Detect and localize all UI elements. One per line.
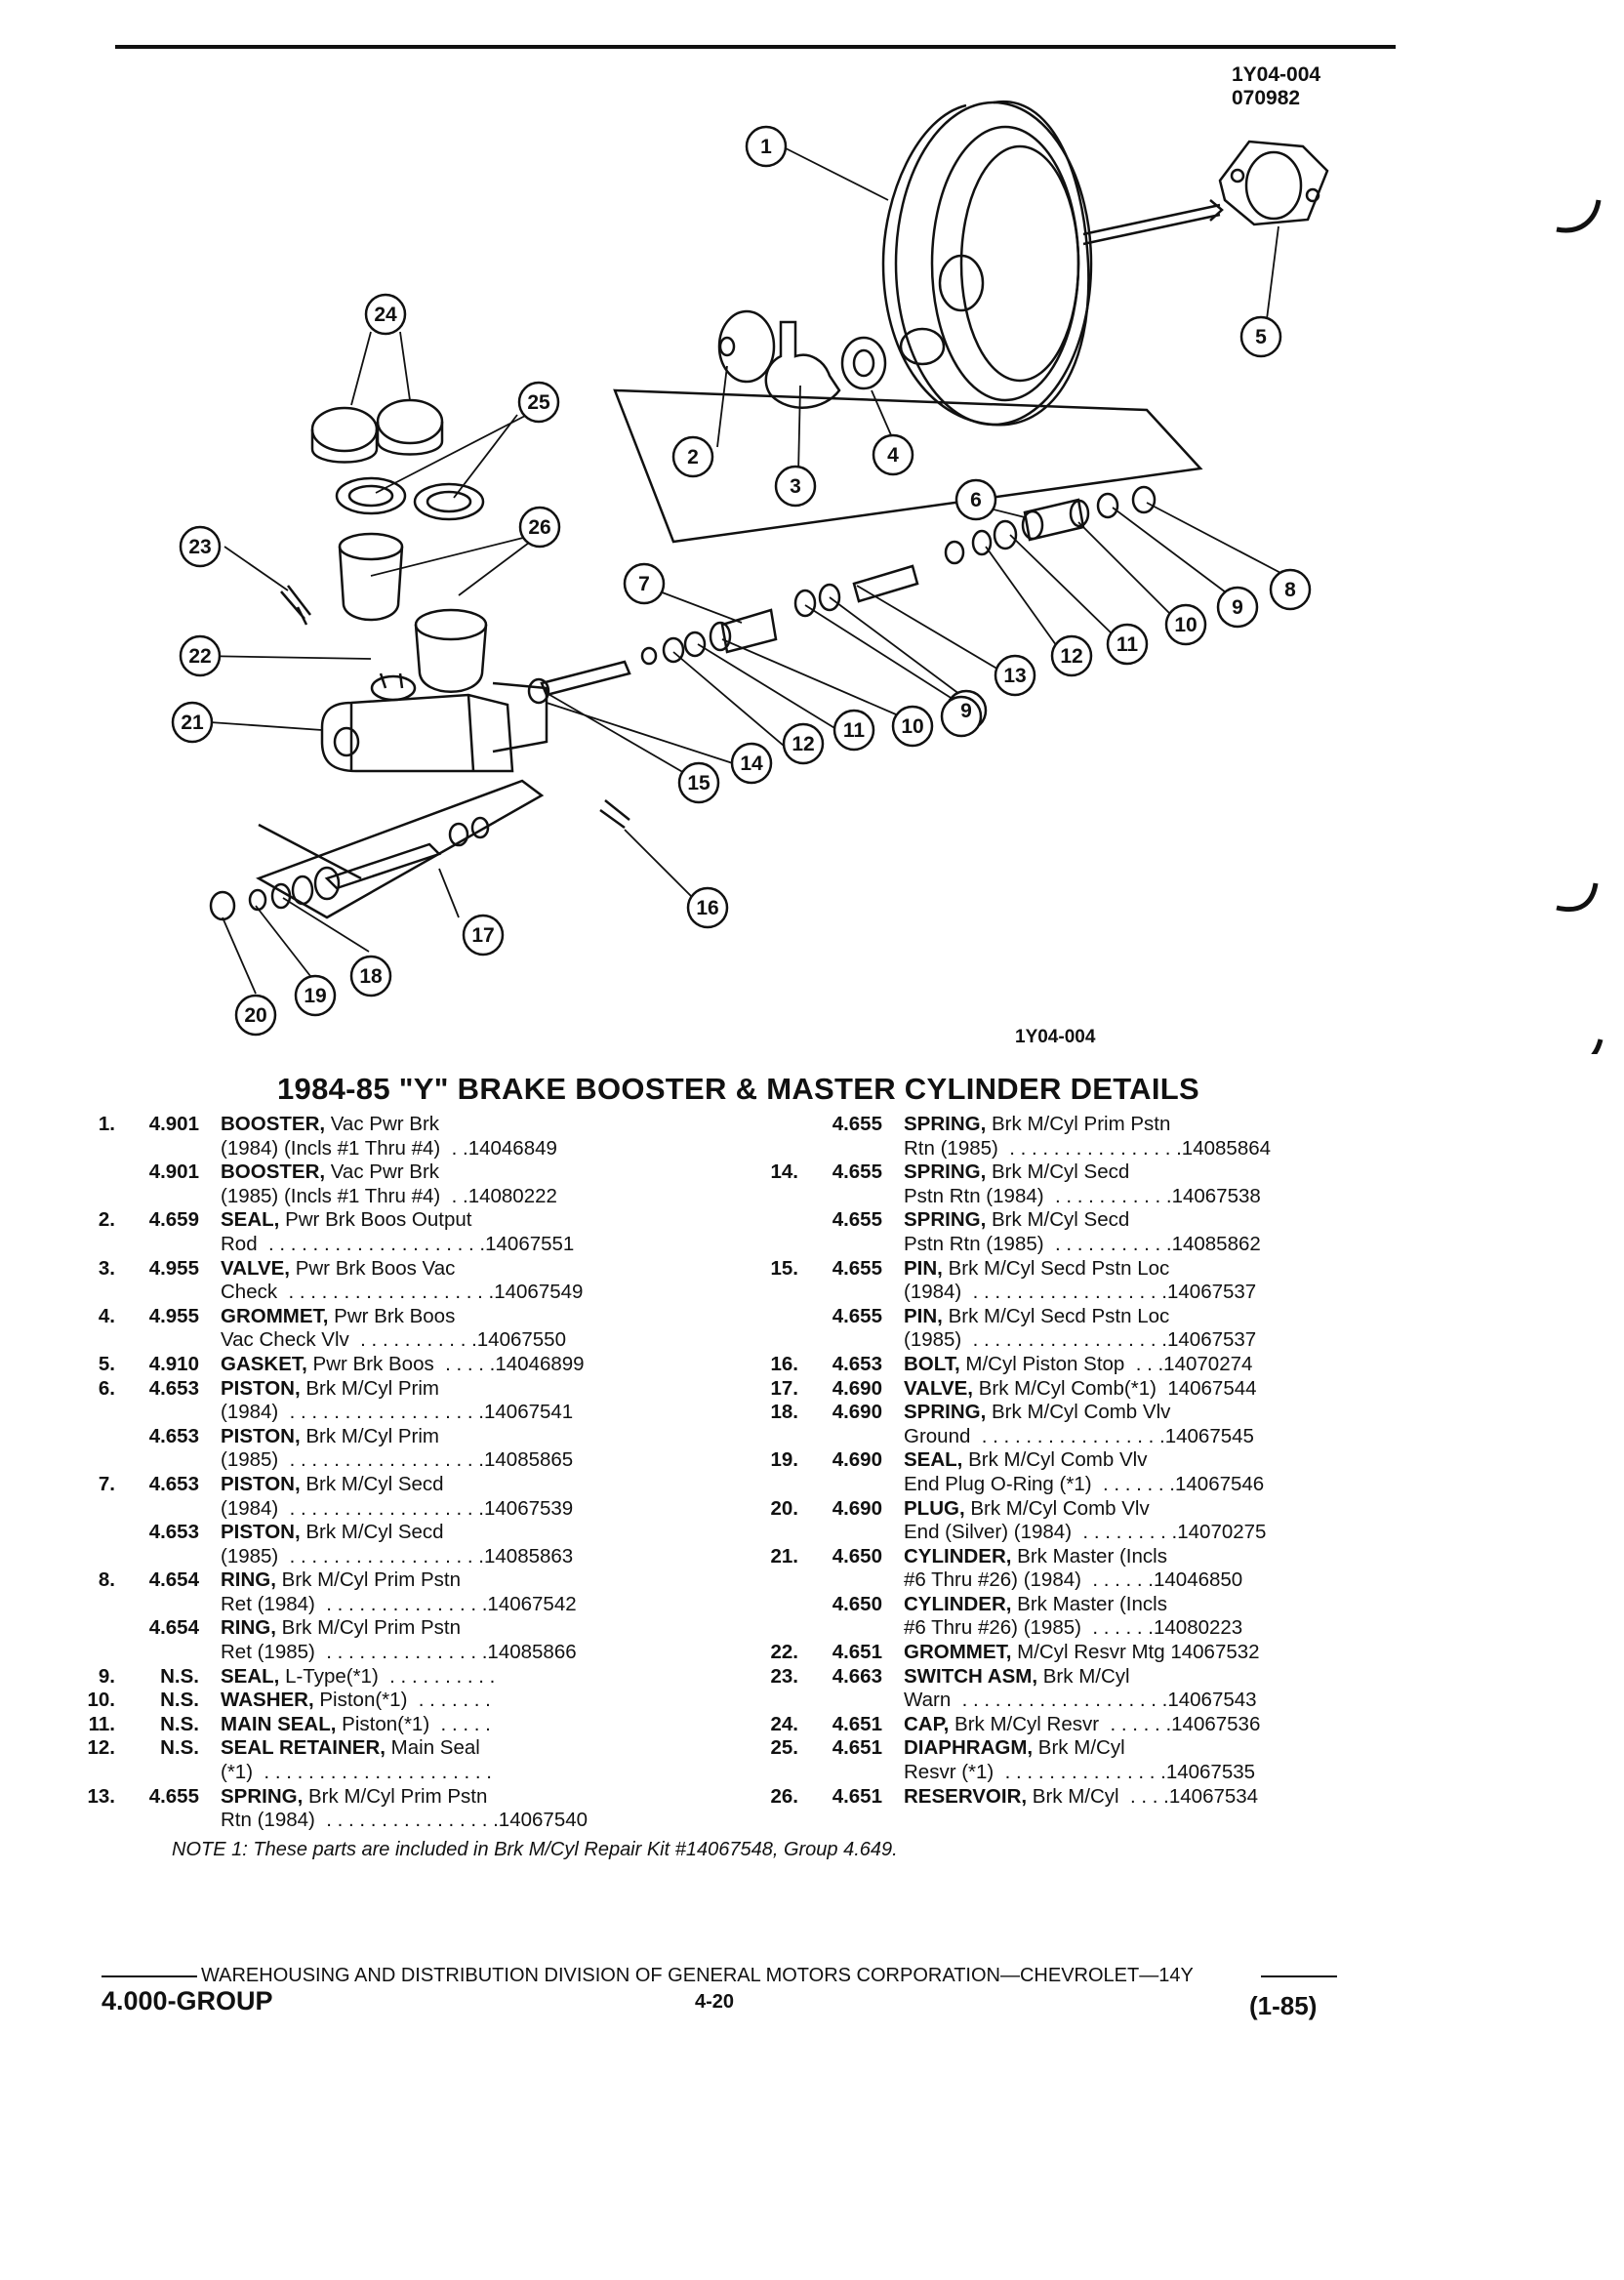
part-name: WASHER, [221,1689,314,1712]
part-name: PIN, [904,1256,943,1280]
part-detail: Warn . . . . . . . . . . . . . . . . . . .14067543 [904,1689,1257,1712]
part-group: 4.653 [148,1424,199,1447]
svg-text:19: 19 [304,985,327,1007]
svg-text:6: 6 [970,489,982,511]
part-detail: Ret (1985) . . . . . . . . . . . . . . .14085866 [221,1641,577,1664]
part-group: N.S. [160,1664,199,1688]
footer-group: 4.000-GROUP [102,1986,273,2015]
part-description [221,1713,491,1737]
part-row [740,1353,1423,1377]
part-description [904,1545,1242,1593]
part-detail: Rtn (1985) . . . . . . . . . . . . . . . .14085864 [904,1136,1272,1160]
parts-list-right [740,1113,1423,1809]
part-row [57,1160,740,1208]
part-description [221,1521,573,1568]
part-row [57,1113,740,1160]
part-row [57,1665,740,1690]
part-name: SEAL RETAINER, [221,1736,386,1760]
part-group: 4.659 [148,1208,199,1232]
footer-division: WAREHOUSING AND DISTRIBUTION DIVISION OF GENERAL MOTORS CORPORATION—CHEVROLET—14Y [201,1965,1194,1986]
part-detail: Pwr Brk Boos [328,1304,456,1327]
part-detail: Brk Master (Incls [1011,1592,1167,1615]
part-row [740,1641,1423,1665]
part-detail: Brk M/Cyl Secd [300,1521,444,1544]
part-description [904,1641,1260,1665]
part-detail: (1984) (Incls #1 Thru #4) . .14046849 [221,1136,557,1160]
part-row [740,1160,1423,1208]
svg-text:22: 22 [188,645,212,668]
part-group: 4.655 [148,1784,199,1808]
footer-rule-right [1261,1975,1337,1977]
part-detail: Brk M/Cyl [1037,1664,1130,1688]
page-title: 1984-85 "Y" BRAKE BOOSTER & MASTER CYLINDER DETAILS [277,1072,1199,1106]
part-detail: Brk M/Cyl Prim Pstn [275,1568,462,1592]
part-description [904,1401,1254,1448]
part-row [57,1473,740,1521]
part-description [221,1665,495,1690]
svg-text:10: 10 [901,715,924,738]
part-detail: Pwr Brk Boos Vac [290,1256,456,1280]
part-number: 13. [87,1784,115,1808]
part-description [221,1568,577,1616]
part-detail: End Plug O-Ring (*1) . . . . . . .14067546 [904,1472,1265,1495]
part-number: 22. [770,1641,798,1664]
part-name: DIAPHRAGM, [904,1736,1034,1760]
part-number: 8. [98,1568,115,1592]
part-number: 7. [98,1472,115,1495]
part-name: VALVE, [221,1256,290,1280]
part-number: 3. [98,1256,115,1280]
part-group: 4.651 [832,1784,882,1808]
part-number: 5. [98,1352,115,1375]
part-group: 4.690 [832,1376,882,1400]
part-detail: Check . . . . . . . . . . . . . . . . . . .14067549 [221,1281,584,1304]
part-name: SPRING, [904,1113,987,1135]
part-row [740,1257,1423,1305]
part-group: 4.955 [148,1256,199,1280]
part-detail: Main Seal [385,1736,480,1760]
part-number: 2. [98,1208,115,1232]
part-description [221,1160,557,1208]
part-detail: (1984) . . . . . . . . . . . . . . . . . .14067541 [221,1401,574,1424]
part-name: BOOSTER, [221,1113,326,1135]
part-name: CAP, [904,1712,950,1735]
part-number: 20. [770,1496,798,1520]
part-group: 4.650 [832,1544,882,1568]
part-name: PISTON, [221,1472,301,1495]
svg-text:8: 8 [1284,579,1296,601]
part-name: PISTON, [221,1424,301,1447]
svg-text:11: 11 [1116,633,1139,656]
part-group: 4.690 [832,1401,882,1424]
part-detail: M/Cyl Resvr Mtg 14067532 [1011,1641,1260,1664]
part-group: 4.653 [832,1352,882,1375]
part-number [57,1616,115,1664]
part-description [904,1257,1256,1305]
part-detail: End (Silver) (1984) . . . . . . . . .14070275 [904,1521,1267,1544]
part-description [904,1713,1260,1737]
part-row [57,1689,740,1713]
part-name: SEAL, [221,1208,280,1232]
reservoir-drawing [312,400,486,692]
svg-text:9: 9 [960,700,972,722]
part-detail: M/Cyl Piston Stop . . .14070274 [959,1352,1253,1375]
part-description [221,1689,491,1713]
part-row [740,1401,1423,1448]
part-name: BOOSTER, [221,1160,326,1184]
part-group: 4.655 [832,1304,882,1327]
part-number: 6. [98,1376,115,1400]
part-name: SEAL, [221,1664,280,1688]
part-description [904,1785,1258,1810]
part-detail: #6 Thru #26) (1984) . . . . . .14046850 [904,1568,1243,1592]
part-group: 4.655 [832,1113,882,1135]
part-description [221,1353,585,1377]
part-name: RING, [221,1616,276,1640]
part-detail: L-Type(*1) . . . . . . . . . . [279,1664,496,1688]
part-detail: Brk M/Cyl . . . .14067534 [1027,1784,1259,1808]
svg-text:11: 11 [842,719,866,742]
part-row [740,1497,1423,1545]
part-row [57,1425,740,1473]
part-detail: Brk M/Cyl Prim [300,1424,439,1447]
part-description [221,1616,577,1664]
part-number: 4. [98,1304,115,1327]
part-detail: Brk M/Cyl Prim Pstn [275,1616,462,1640]
part-group: 4.690 [832,1496,882,1520]
part-description [221,1257,583,1305]
part-name: PISTON, [221,1521,301,1544]
part-detail: Pstn Rtn (1985) . . . . . . . . . . .14085862 [904,1232,1261,1255]
svg-text:2: 2 [687,446,699,468]
footnote: NOTE 1: These parts are included in Brk M/Cyl Repair Kit #14067548, Group 4.649. [172,1839,898,1860]
part-row [57,1377,740,1425]
part-description [221,1113,557,1160]
part-group: 4.910 [148,1352,199,1375]
part-number [740,1208,798,1256]
part-detail: Vac Pwr Brk [325,1160,440,1184]
part-name: GASKET, [221,1352,307,1375]
part-group: 4.690 [832,1448,882,1472]
part-description [904,1113,1271,1160]
part-description [904,1448,1264,1496]
svg-text:3: 3 [790,475,801,498]
part-group: 4.663 [832,1664,882,1688]
part-number: 25. [770,1736,798,1760]
part-description [904,1160,1261,1208]
part-row [740,1305,1423,1353]
part-row [57,1521,740,1568]
part-group: N.S. [160,1736,199,1760]
part-name: PISTON, [221,1376,301,1400]
part-description [221,1305,566,1353]
part-number [57,1425,115,1473]
part-name: SPRING, [221,1784,304,1808]
part-row [57,1568,740,1616]
svg-text:4: 4 [887,444,899,467]
part-name: BOLT, [904,1352,960,1375]
part-group: 4.650 [832,1592,882,1615]
part-group: 4.651 [832,1641,882,1664]
part-group: N.S. [160,1712,199,1735]
part-detail: Rod . . . . . . . . . . . . . . . . . . . .14067551 [221,1232,575,1255]
part-detail: Resvr (*1) . . . . . . . . . . . . . . .14067535 [904,1761,1256,1784]
svg-text:9: 9 [1232,596,1243,619]
part-row [740,1377,1423,1402]
part-detail: Brk M/Cyl Secd Pstn Loc [942,1304,1170,1327]
svg-text:15: 15 [687,772,710,794]
part-detail: Brk M/Cyl Comb Vlv [962,1448,1148,1472]
part-number: 17. [770,1376,798,1400]
exploded-parts-diagram [0,0,1624,1054]
part-detail: (1984) . . . . . . . . . . . . . . . . . .14067539 [221,1496,574,1520]
part-group: 4.653 [148,1472,199,1495]
part-row [57,1208,740,1256]
part-detail: Ground . . . . . . . . . . . . . . . . .14067545 [904,1424,1254,1447]
part-name: CYLINDER, [904,1592,1012,1615]
part-detail: (1985) . . . . . . . . . . . . . . . . . .14067537 [904,1328,1257,1352]
part-row [740,1448,1423,1496]
part-detail: (1985) . . . . . . . . . . . . . . . . . .14085865 [221,1448,574,1472]
figure-date-code: 070982 [1232,87,1301,109]
part-row [57,1785,740,1833]
part-name: CYLINDER, [904,1544,1012,1568]
part-group: 4.955 [148,1304,199,1327]
figure-code-top: 1Y04-004 [1232,63,1321,86]
part-detail: (*1) . . . . . . . . . . . . . . . . . . . . . [221,1761,492,1784]
part-group: 4.653 [148,1521,199,1544]
svg-text:14: 14 [740,753,763,775]
part-number: 11. [88,1712,115,1735]
svg-text:5: 5 [1255,326,1267,348]
part-name: PLUG, [904,1496,965,1520]
part-group: 4.655 [832,1208,882,1232]
svg-text:10: 10 [1174,614,1198,636]
part-group: 4.654 [148,1616,199,1640]
part-detail: Piston(*1) . . . . . . . [313,1689,491,1712]
part-row [740,1785,1423,1810]
part-detail: Rtn (1984) . . . . . . . . . . . . . . . .14067540 [221,1809,589,1832]
part-number: 16. [770,1352,798,1375]
part-detail: Piston(*1) . . . . . [336,1712,491,1735]
part-description [221,1208,574,1256]
part-description [904,1665,1257,1713]
part-number: 18. [770,1401,798,1424]
svg-text:7: 7 [638,573,650,595]
svg-text:24: 24 [374,304,397,326]
part-detail: Brk M/Cyl Secd Pstn Loc [942,1256,1170,1280]
part-description [904,1593,1242,1641]
part-number [57,1521,115,1568]
part-row [57,1305,740,1353]
part-detail: Pwr Brk Boos Output [279,1208,472,1232]
part-group: 4.901 [148,1160,199,1184]
part-name: PIN, [904,1304,943,1327]
binding-mark [1557,200,1599,230]
part-number: 26. [770,1784,798,1808]
part-row [740,1665,1423,1713]
part-detail: Pwr Brk Boos . . . . .14046899 [306,1352,585,1375]
part-detail: Pstn Rtn (1984) . . . . . . . . . . .14067538 [904,1184,1261,1207]
svg-text:12: 12 [792,733,815,755]
part-number: 19. [770,1448,798,1472]
part-name: SPRING, [904,1401,987,1424]
part-detail: Brk M/Cyl Secd [986,1208,1130,1232]
footer-rule-left [102,1975,197,1977]
part-number: 12. [87,1736,115,1760]
part-detail: Vac Check Vlv . . . . . . . . . . .14067550 [221,1328,566,1352]
gasket-drawing [1220,142,1327,224]
part-number [740,1305,798,1353]
part-name: RING, [221,1568,276,1592]
part-description [221,1736,492,1784]
part-group: 4.901 [148,1113,199,1135]
part-number: 14. [770,1160,798,1184]
part-row [57,1713,740,1737]
part-detail: Brk M/Cyl Comb Vlv [986,1401,1171,1424]
figure-code-bottom: 1Y04-004 [1015,1027,1096,1047]
svg-text:16: 16 [696,897,719,919]
part-number [740,1593,798,1641]
part-number [740,1113,798,1160]
part-group: 4.654 [148,1568,199,1592]
part-number [57,1160,115,1208]
part-detail: Brk M/Cyl Comb(*1) 14067544 [973,1376,1257,1400]
part-detail: Brk M/Cyl Comb Vlv [964,1496,1150,1520]
part-detail: Brk M/Cyl Prim Pstn [986,1113,1171,1135]
part-detail: (1985) (Incls #1 Thru #4) . .14080222 [221,1184,557,1207]
part-row [57,1616,740,1664]
grommet-drawing [842,338,885,388]
part-detail: Ret (1984) . . . . . . . . . . . . . . .14067542 [221,1592,577,1615]
part-row [57,1257,740,1305]
part-description [221,1377,573,1425]
part-row [740,1736,1423,1784]
part-detail: Brk M/Cyl Resvr . . . . . .14067536 [949,1712,1261,1735]
svg-text:17: 17 [471,924,495,947]
part-detail: Brk M/Cyl Secd [986,1160,1130,1184]
svg-text:18: 18 [359,965,383,988]
part-detail: (1984) . . . . . . . . . . . . . . . . . .14067537 [904,1281,1257,1304]
part-group: 4.651 [832,1712,882,1735]
part-row [740,1113,1423,1160]
part-group: 4.655 [832,1160,882,1184]
part-detail: Vac Pwr Brk [325,1113,440,1135]
svg-text:26: 26 [528,516,551,539]
part-number: 23. [770,1664,798,1688]
part-group: 4.655 [832,1256,882,1280]
part-description [904,1497,1266,1545]
part-row [57,1353,740,1377]
part-detail: Brk M/Cyl Prim Pstn [303,1784,488,1808]
part-number: 15. [770,1256,798,1280]
part-detail: Brk M/Cyl [1033,1736,1125,1760]
part-name: SWITCH ASM, [904,1664,1038,1688]
svg-text:20: 20 [244,1004,267,1027]
part-name: SEAL, [904,1448,963,1472]
part-detail: Brk M/Cyl Prim [300,1376,439,1400]
svg-text:21: 21 [181,712,204,734]
part-row [740,1713,1423,1737]
part-description [904,1353,1252,1377]
svg-text:25: 25 [527,391,550,414]
part-number: 1. [98,1113,115,1135]
svg-text:13: 13 [1003,665,1027,687]
part-name: RESERVOIR, [904,1784,1028,1808]
part-group: 4.653 [148,1376,199,1400]
part-number: 10. [87,1689,115,1712]
part-row [740,1208,1423,1256]
part-number: 9. [98,1664,115,1688]
part-group: N.S. [160,1689,199,1712]
part-name: SPRING, [904,1208,987,1232]
part-number: 21. [770,1544,798,1568]
svg-text:23: 23 [188,536,212,558]
callout-1: 1 [760,136,772,158]
svg-text:12: 12 [1060,645,1083,668]
parts-list-left [57,1113,740,1833]
footer-revision: (1-85) [1249,1991,1318,2020]
part-description [904,1736,1255,1784]
part-name: GROMMET, [904,1641,1012,1664]
part-name: SPRING, [904,1160,987,1184]
part-detail: Brk Master (Incls [1011,1544,1167,1568]
part-name: MAIN SEAL, [221,1712,337,1735]
part-description [221,1425,573,1473]
part-description [904,1305,1256,1353]
part-detail: Brk M/Cyl Secd [300,1472,444,1495]
seal-drawing [719,311,774,382]
part-group: 4.651 [832,1736,882,1760]
check-valve-drawing [766,322,839,408]
part-description [221,1785,588,1833]
part-detail: #6 Thru #26) (1985) . . . . . .14080223 [904,1616,1243,1640]
booster-drawing [883,102,1222,425]
part-detail: (1985) . . . . . . . . . . . . . . . . . .14085863 [221,1544,574,1568]
part-description [221,1473,573,1521]
part-name: GROMMET, [221,1304,329,1327]
part-row [740,1545,1423,1593]
part-row [57,1736,740,1784]
part-row [740,1593,1423,1641]
part-description [904,1377,1257,1402]
combination-valve-drawing [211,781,629,919]
footer-page-number: 4-20 [695,1991,735,2013]
part-description [904,1208,1261,1256]
part-name: VALVE, [904,1376,973,1400]
part-number: 24. [770,1712,798,1735]
